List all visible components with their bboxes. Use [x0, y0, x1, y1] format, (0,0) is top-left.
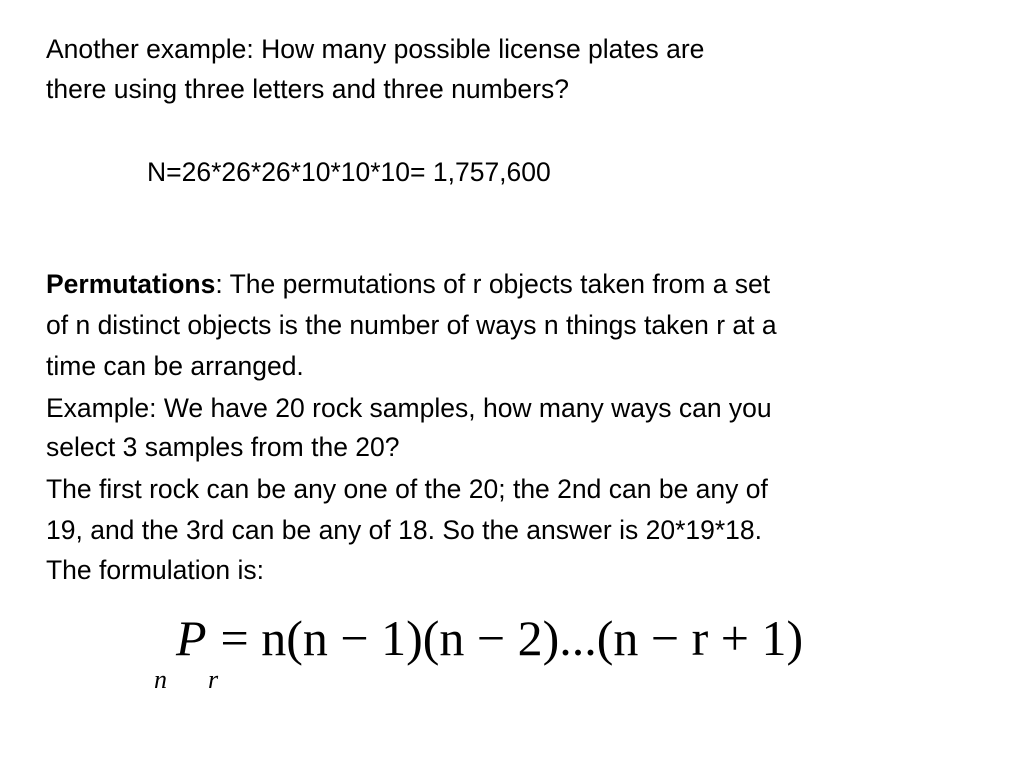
first-rock-line-1: The first rock can be any one of the 20; the 2nd can be any of	[46, 474, 768, 504]
permutations-definition-start: : The permutations of r objects taken from a set	[215, 269, 771, 299]
formula-main	[176, 608, 803, 668]
formula-left-subscript: n	[154, 665, 167, 694]
example-line-2: select 3 samples from the 20?	[46, 432, 400, 462]
first-rock-line-2: 19, and the 3rd can be any of 18. So the answer is 20*19*18.	[46, 515, 763, 545]
example-line-1: Example: We have 20 rock samples, how many ways can you	[46, 393, 772, 423]
license-plate-equation: N=26*26*26*10*10*10= 1,757,600	[147, 157, 551, 187]
permutations-line-3: time can be arranged.	[46, 351, 304, 381]
permutations-line-2: of n distinct objects is the number of ways n things taken r at a	[46, 310, 777, 340]
formulation-line: The formulation is:	[46, 555, 264, 585]
intro-line-1: Another example: How many possible license plates are	[46, 34, 705, 64]
formula-symbol: P	[176, 610, 207, 666]
formula-expression: = n(n − 1)(n − 2)...(n − r + 1)	[220, 610, 804, 666]
permutations-term: Permutations	[46, 269, 216, 299]
intro-line-2: there using three letters and three numbers?	[46, 74, 569, 104]
formula-right-subscript: r	[208, 665, 219, 694]
permutations-line-1	[46, 264, 770, 304]
